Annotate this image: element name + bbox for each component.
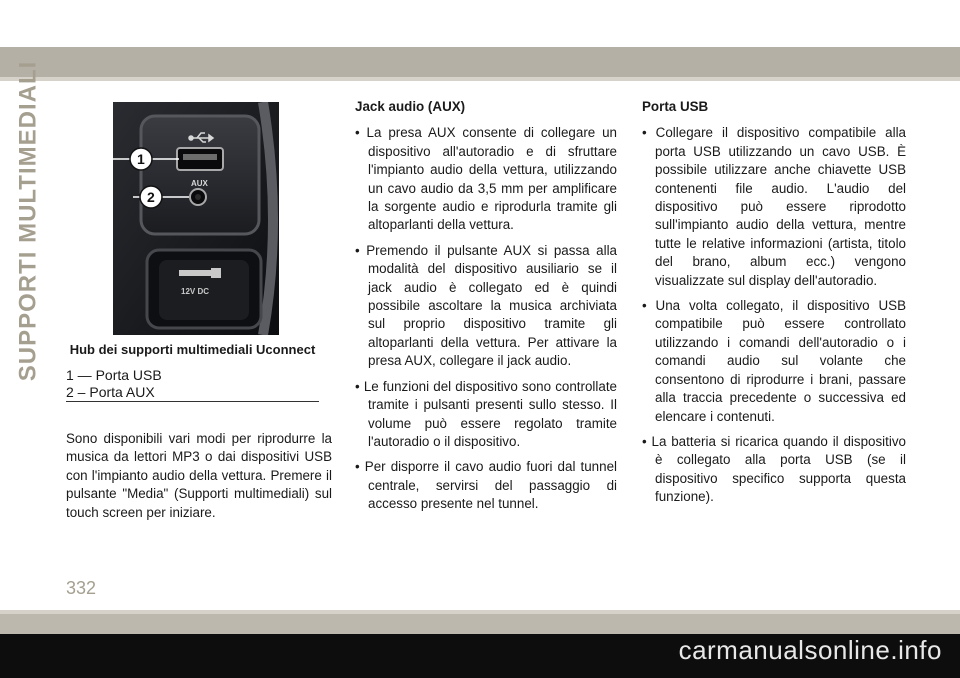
figure-legend: [66, 367, 319, 401]
watermark-text[interactable]: carmanualsonline.info: [678, 635, 942, 665]
legend-item-aux: 2 – Porta AUX: [66, 384, 155, 400]
aux-bullet: • La presa AUX consente di collegare un dispositivo all'autoradio e di sfruttare l'impianto audio della vettura, utilizzando un cavo audio da 3,5 mm per amplificare la sorgente audio e riprodurla tramite gli altoparlanti della vettura.: [355, 125, 617, 233]
legend-item-usb: 1 — Porta USB: [66, 367, 162, 383]
figure-caption: Hub dei supporti multimediali Uconnect: [69, 342, 316, 357]
header-band: [0, 47, 960, 77]
media-hub-photo: [113, 102, 279, 335]
aux-bullet: • Per disporre il cavo audio fuori dal tunnel centrale, servirsi del passaggio di accesso presente nel tunnel.: [355, 459, 617, 512]
usb-bullet: • Una volta collegato, il dispositivo USB compatibile può essere controllato utilizzando i comandi dell'autoradio o i comandi audio sul volante che consentono di riprodurre i brani, passare alla traccia precedente o successiva ed elencare i contenuti.: [642, 298, 906, 424]
usb-bullet: • Collegare il dispositivo compatibile alla porta USB utilizzando un cavo USB. È possibile utilizzare anche chiavette USB contenenti file audio. L'audio del dispositivo può essere riprodotto sull'impianto audio della vettura, mentre tutte le relative informazioni (artista, titolo del brano, album ecc.) vengono visualizzate sul display dell'autoradio.: [642, 125, 906, 288]
usb-heading: Porta USB: [642, 99, 709, 114]
section-side-title: SUPPORTI MULTIMEDIALI: [14, 60, 42, 381]
aux-heading: Jack audio (AUX): [355, 99, 466, 114]
header-strip: [0, 77, 960, 81]
footer-band: [0, 614, 960, 634]
media-hub-illustration: [113, 102, 279, 335]
legend-divider: [66, 401, 319, 402]
intro-paragraph: Sono disponibili vari modi per riprodurre la musica da lettori MP3 o dai dispositivi USB con l'impianto audio della vettura. Premere il pulsante "Media" (Supporti multimediali) sul touch screen per iniziare.: [66, 431, 332, 520]
svg-text:1: 1: [137, 151, 145, 167]
svg-text:2: 2: [147, 189, 155, 205]
usb-section: [642, 98, 906, 514]
dc-label: 12V DC: [181, 287, 210, 296]
page-number: 332: [66, 578, 97, 598]
usb-bullet: • La batteria si ricarica quando il dispositivo è collegato alla porta USB (se il dispositivo specifico supporta questa funzione).: [642, 433, 906, 505]
aux-bullet: • Premendo il pulsante AUX si passa alla modalità del dispositivo ausiliario se il jack audio è collegato ed è quindi possibile ascoltare la musica archiviata sul proprio dispositivo tramite gli altoparlanti della vettura. Per attivare la presa AUX, collegare il jack audio.: [355, 242, 617, 369]
aux-bullet: • Le funzioni del dispositivo sono controllate tramite i pulsanti presenti sullo stesso. Il volume può essere regolato tramite l'autoradio o il dispositivo.: [355, 378, 617, 449]
footer-dark-bar: [0, 634, 960, 678]
aux-label: AUX: [191, 179, 208, 188]
aux-section: [355, 98, 617, 521]
